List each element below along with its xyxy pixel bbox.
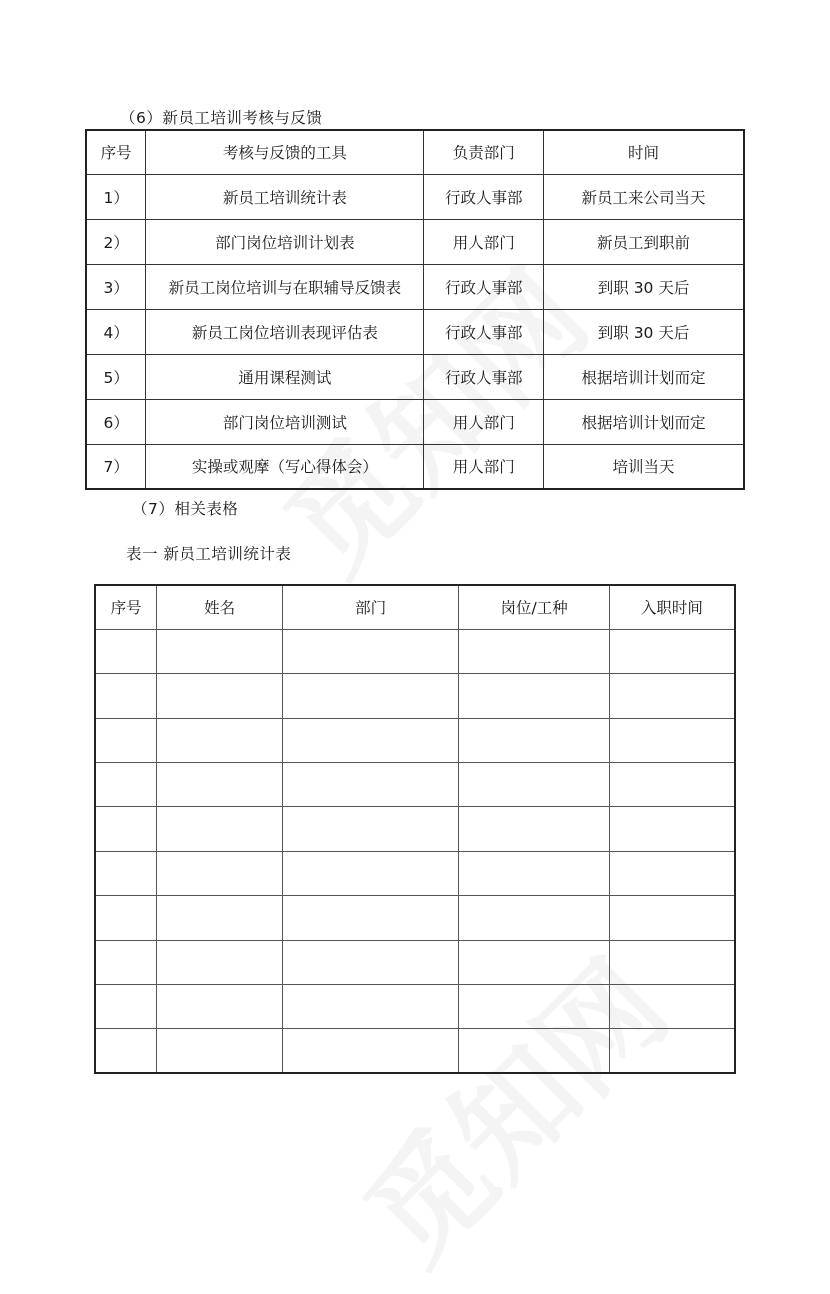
cell-time: 培训当天 (544, 444, 744, 489)
cell-index[interactable] (95, 1029, 157, 1073)
column-header-tool: 考核与反馈的工具 (146, 130, 424, 174)
cell-hire-date[interactable] (609, 985, 735, 1029)
cell-name[interactable] (157, 851, 283, 895)
table-row (86, 264, 744, 309)
cell-hire-date[interactable] (609, 763, 735, 807)
cell-index[interactable] (95, 718, 157, 762)
cell-index[interactable] (95, 674, 157, 718)
table-header-row (95, 585, 735, 629)
cell-tool: 新员工岗位培训与在职辅导反馈表 (146, 264, 424, 309)
cell-hire-date[interactable] (609, 940, 735, 984)
cell-tool: 实操或观摩（写心得体会） (146, 444, 424, 489)
table-row (95, 807, 735, 851)
cell-time: 到职 30 天后 (544, 264, 744, 309)
cell-index: 1） (86, 174, 146, 219)
cell-index[interactable] (95, 985, 157, 1029)
cell-position[interactable] (459, 674, 610, 718)
table-row (95, 629, 735, 673)
column-header-position: 岗位/工种 (459, 585, 610, 629)
cell-index: 7） (86, 444, 146, 489)
cell-department[interactable] (282, 985, 458, 1029)
cell-tool: 部门岗位培训计划表 (146, 219, 424, 264)
cell-department: 行政人事部 (424, 354, 544, 399)
table-row (95, 851, 735, 895)
cell-name[interactable] (157, 807, 283, 851)
cell-position[interactable] (459, 763, 610, 807)
section6-heading: （6）新员工培训考核与反馈 (120, 109, 323, 127)
cell-index: 4） (86, 309, 146, 354)
cell-index[interactable] (95, 940, 157, 984)
table-row (86, 174, 744, 219)
table-row (86, 444, 744, 489)
cell-index[interactable] (95, 851, 157, 895)
cell-department: 用人部门 (424, 219, 544, 264)
table-row (95, 674, 735, 718)
column-header-index: 序号 (95, 585, 157, 629)
training-statistics-table (94, 584, 736, 1074)
cell-department[interactable] (282, 940, 458, 984)
cell-index: 2） (86, 219, 146, 264)
cell-department[interactable] (282, 1029, 458, 1073)
cell-position[interactable] (459, 851, 610, 895)
cell-hire-date[interactable] (609, 851, 735, 895)
cell-position[interactable] (459, 985, 610, 1029)
cell-time: 新员工来公司当天 (544, 174, 744, 219)
cell-department[interactable] (282, 896, 458, 940)
table-row (95, 985, 735, 1029)
column-header-department: 部门 (282, 585, 458, 629)
cell-department[interactable] (282, 718, 458, 762)
cell-position[interactable] (459, 629, 610, 673)
cell-time: 新员工到职前 (544, 219, 744, 264)
cell-tool: 新员工培训统计表 (146, 174, 424, 219)
cell-time: 根据培训计划而定 (544, 399, 744, 444)
column-header-hire-date: 入职时间 (609, 585, 735, 629)
table-row (95, 940, 735, 984)
cell-index[interactable] (95, 896, 157, 940)
cell-index[interactable] (95, 807, 157, 851)
cell-time: 根据培训计划而定 (544, 354, 744, 399)
cell-department[interactable] (282, 851, 458, 895)
table-row (95, 1029, 735, 1073)
column-header-index: 序号 (86, 130, 146, 174)
table-row (86, 219, 744, 264)
column-header-name: 姓名 (157, 585, 283, 629)
column-header-time: 时间 (544, 130, 744, 174)
cell-department: 行政人事部 (424, 174, 544, 219)
cell-name[interactable] (157, 763, 283, 807)
column-header-department: 负责部门 (424, 130, 544, 174)
table-row (86, 309, 744, 354)
table-row (86, 399, 744, 444)
cell-position[interactable] (459, 718, 610, 762)
cell-department: 用人部门 (424, 399, 544, 444)
cell-name[interactable] (157, 985, 283, 1029)
cell-name[interactable] (157, 674, 283, 718)
cell-hire-date[interactable] (609, 629, 735, 673)
cell-tool: 通用课程测试 (146, 354, 424, 399)
cell-tool: 新员工岗位培训表现评估表 (146, 309, 424, 354)
cell-name[interactable] (157, 629, 283, 673)
training-feedback-table (85, 129, 745, 490)
cell-name[interactable] (157, 718, 283, 762)
cell-index[interactable] (95, 763, 157, 807)
cell-department[interactable] (282, 629, 458, 673)
cell-time: 到职 30 天后 (544, 309, 744, 354)
cell-index[interactable] (95, 629, 157, 673)
cell-department[interactable] (282, 763, 458, 807)
cell-name[interactable] (157, 896, 283, 940)
table-header-row (86, 130, 744, 174)
cell-tool: 部门岗位培训测试 (146, 399, 424, 444)
cell-hire-date[interactable] (609, 674, 735, 718)
cell-hire-date[interactable] (609, 807, 735, 851)
statistics-table-title: 表一 新员工培训统计表 (126, 545, 292, 563)
cell-department[interactable] (282, 807, 458, 851)
cell-position[interactable] (459, 896, 610, 940)
table-row (95, 763, 735, 807)
cell-position[interactable] (459, 1029, 610, 1073)
cell-hire-date[interactable] (609, 718, 735, 762)
cell-department: 行政人事部 (424, 264, 544, 309)
cell-name[interactable] (157, 1029, 283, 1073)
table-row (86, 354, 744, 399)
cell-index: 6） (86, 399, 146, 444)
section7-heading: （7）相关表格 (132, 500, 239, 518)
cell-index: 5） (86, 354, 146, 399)
cell-department[interactable] (282, 674, 458, 718)
cell-position[interactable] (459, 807, 610, 851)
cell-name[interactable] (157, 940, 283, 984)
cell-hire-date[interactable] (609, 1029, 735, 1073)
table-row (95, 896, 735, 940)
table-row (95, 718, 735, 762)
cell-index: 3） (86, 264, 146, 309)
cell-position[interactable] (459, 940, 610, 984)
cell-department: 行政人事部 (424, 309, 544, 354)
cell-department: 用人部门 (424, 444, 544, 489)
cell-hire-date[interactable] (609, 896, 735, 940)
